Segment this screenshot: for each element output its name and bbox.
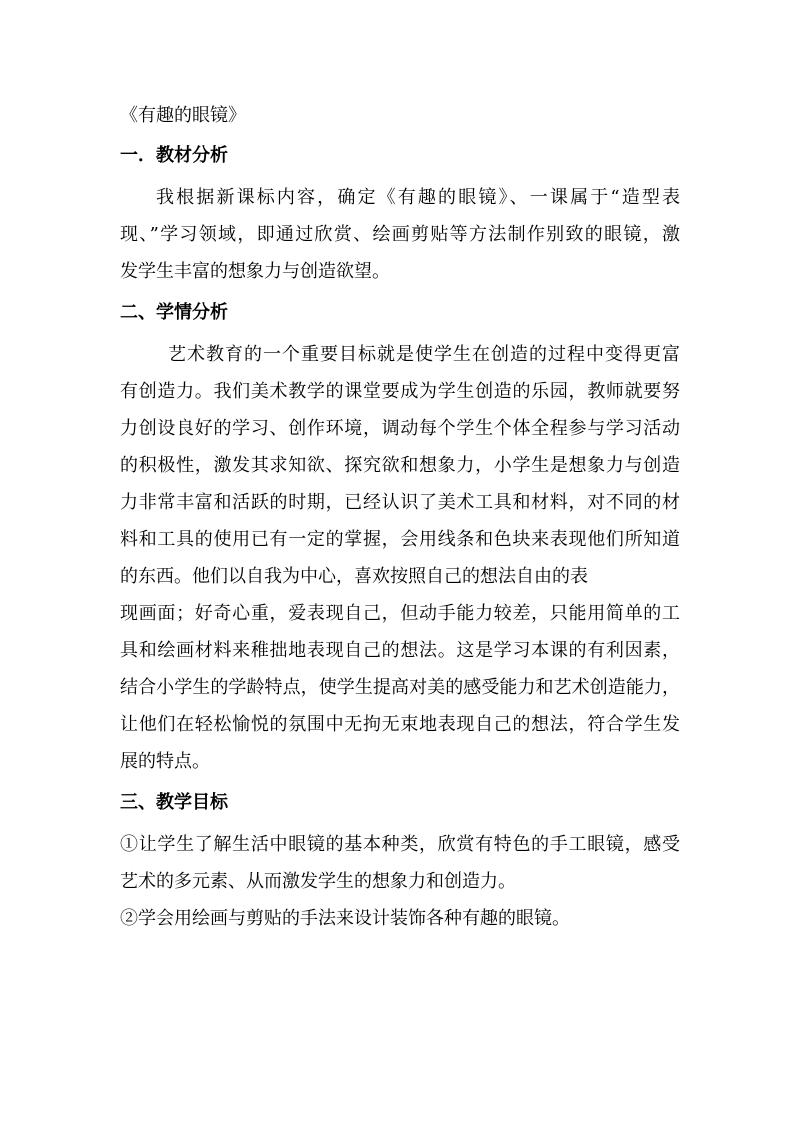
document-title: 《有趣的眼镜》	[120, 105, 246, 126]
paragraph-line: 有创造力。我们美术教学的课堂要成为学生创造的乐园，教师就要努	[120, 381, 680, 402]
section-heading-teaching-objectives: 三、教学目标	[120, 792, 228, 813]
paragraph-line: 现、”学习领域，即通过欣赏、绘画剪贴等方法制作别致的眼镜，激	[120, 224, 680, 245]
paragraph-teaching-objectives	[120, 826, 680, 937]
paragraph-line: 发学生丰富的想象力与创造欲望。	[120, 261, 390, 282]
paragraph-line: 现画面；好奇心重，爱表现自己，但动手能力较差，只能用简单的工	[120, 603, 680, 624]
paragraph-textbook-analysis	[120, 179, 680, 290]
paragraph-line: ①让学生了解生活中眼镜的基本种类，欣赏有特色的手工眼镜，感受	[120, 834, 680, 855]
paragraph-line: 料和工具的使用已有一定的掌握，会用线条和色块来表现他们所知道	[120, 529, 680, 550]
section-heading-learner-analysis: 二、学情分析	[120, 302, 228, 323]
paragraph-line: 展的特点。	[120, 751, 210, 772]
paragraph-line: 艺术教育的一个重要目标就是使学生在创造的过程中变得更富	[168, 344, 680, 365]
section-heading-textbook-analysis: 一．教材分析	[120, 145, 228, 166]
paragraph-line: 具和绘画材料来稚拙地表现自己的想法。这是学习本课的有利因素，	[120, 640, 680, 661]
paragraph-line: 的积极性，激发其求知欲、探究欲和想象力，小学生是想象力与创造	[120, 455, 680, 476]
paragraph-learner-analysis	[120, 336, 680, 780]
paragraph-line: 艺术的多元素、从而激发学生的想象力和创造力。	[120, 871, 516, 892]
paragraph-line: 力非常丰富和活跃的时期，已经认识了美术工具和材料，对不同的材	[120, 492, 680, 513]
paragraph-line: ②学会用绘画与剪贴的手法来设计装饰各种有趣的眼镜。	[120, 908, 570, 929]
paragraph-line: 让他们在轻松愉悦的氛围中无拘无束地表现自己的想法，符合学生发	[120, 714, 680, 735]
document-body	[120, 99, 680, 937]
paragraph-line: 结合小学生的学龄特点，使学生提高对美的感受能力和艺术创造能力，	[120, 677, 680, 698]
paragraph-line: 力创设良好的学习、创作环境，调动每个学生个体全程参与学习活动	[120, 418, 680, 439]
paragraph-line: 我根据新课标内容，确定《有趣的眼镜》、一课属于“造型表	[156, 187, 680, 208]
paragraph-line: 的东西。他们以自我为中心，喜欢按照自己的想法自由的表	[120, 566, 588, 587]
